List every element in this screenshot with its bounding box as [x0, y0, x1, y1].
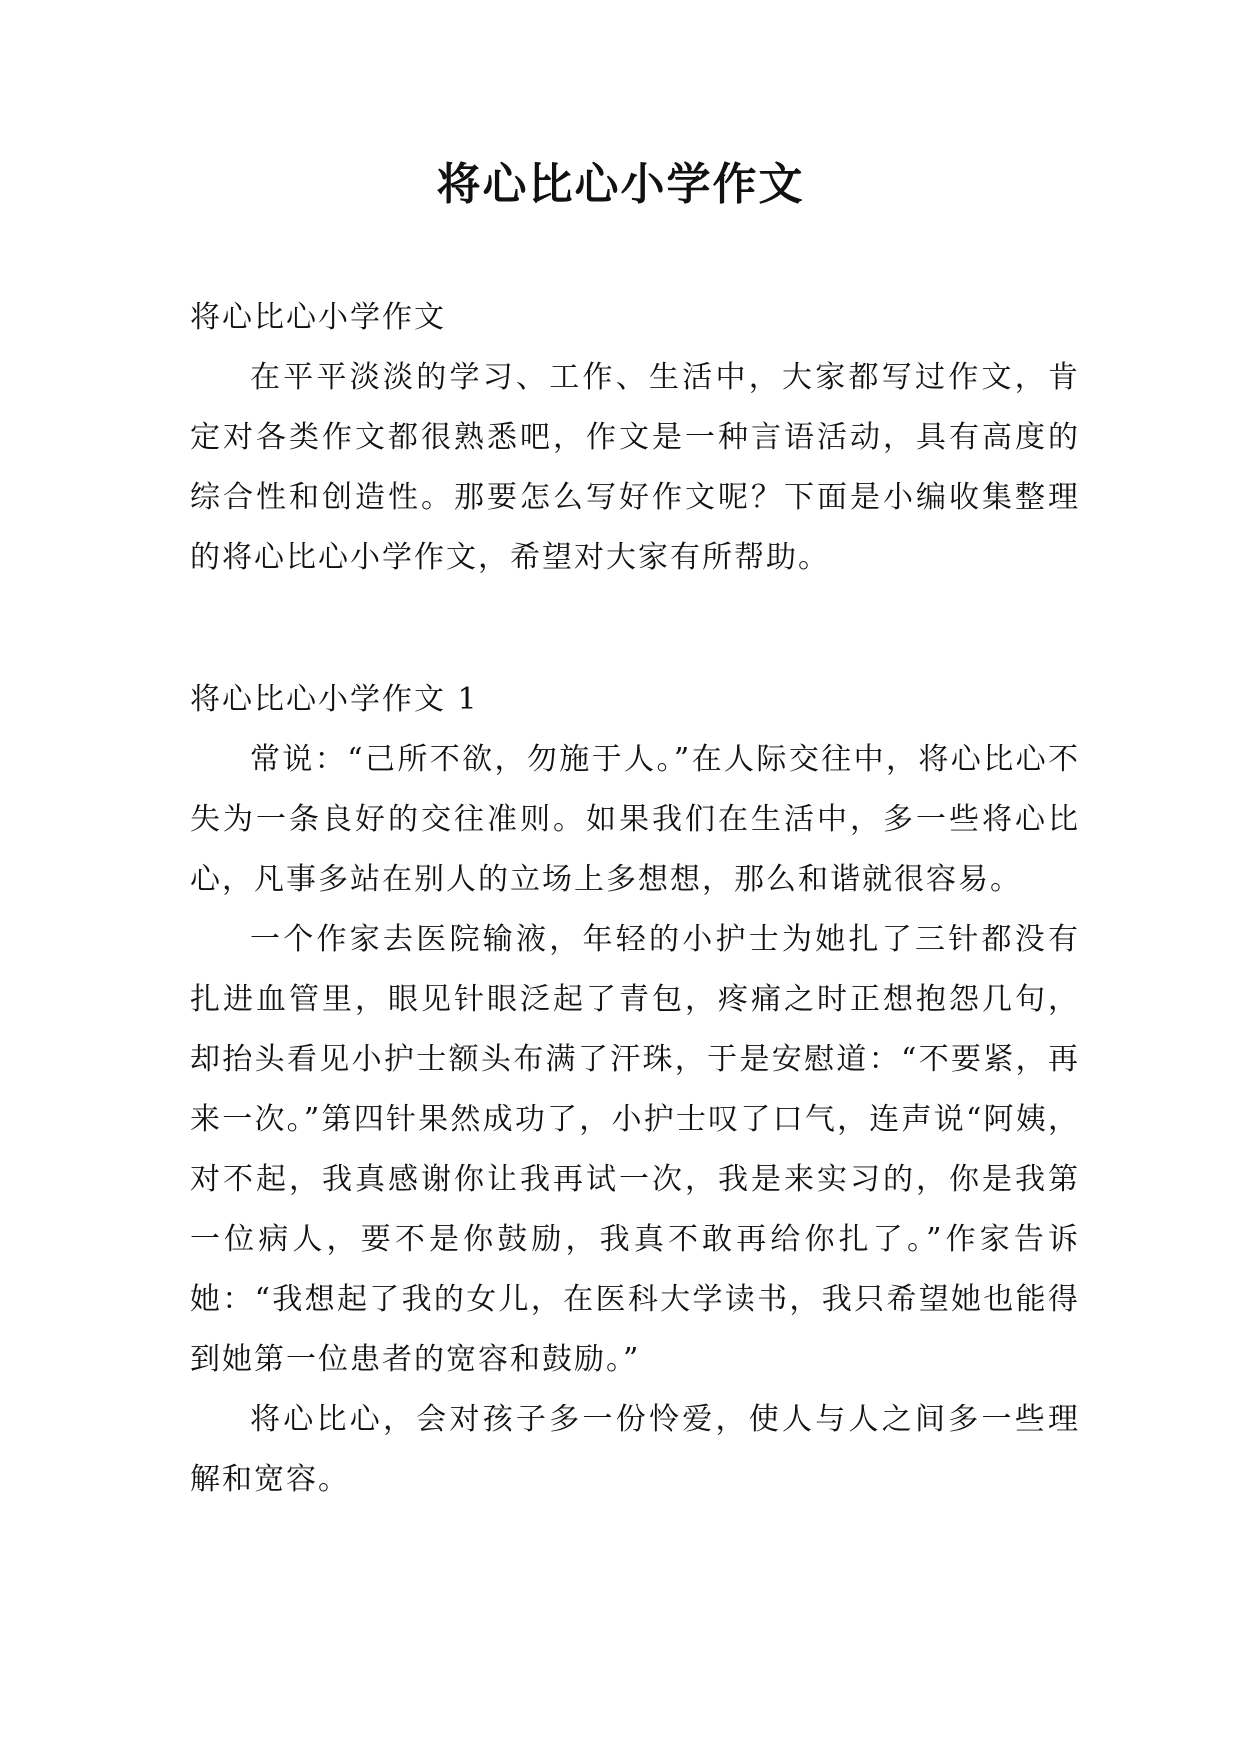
- document-subtitle: 将心比心小学作文: [190, 300, 446, 335]
- intro-paragraph: 在平平淡淡的学习、工作、生活中，大家都写过作文，肯定对各类作文都很熟悉吧，作文是一种言语活动，具有高度的综合性和创造性。那要怎么写好作文呢？下面是小编收集整理的将心比心小学作文，希望对大家有所帮助。: [190, 360, 1080, 575]
- body-paragraph: 一个作家去医院输液，年轻的小护士为她扎了三针都没有扎进血管里，眼见针眼泛起了青包，疼痛之时正想抱怨几句，却抬头看见小护士额头布满了汗珠，于是安慰道：“不要紧，再来一次。”第四针果然成功了，小护士叹了口气，连声说“阿姨，对不起，我真感谢你让我再试一次，我是来实习的，你是我第一位病人，要不是你鼓励，我真不敢再给你扎了。”作家告诉她：“我想起了我的女儿，在医科大学读书，我只希望她也能得到她第一位患者的宽容和鼓励。”: [190, 922, 1080, 1377]
- document-body: [190, 288, 1080, 1510]
- body-paragraph: 常说：“己所不欲，勿施于人。”在人际交往中，将心比心不失为一条良好的交往准则。如果我们在生活中，多一些将心比心，凡事多站在别人的立场上多想想，那么和谐就很容易。: [190, 742, 1080, 897]
- body-paragraph: 将心比心，会对孩子多一份怜爱，使人与人之间多一些理解和宽容。: [190, 1402, 1080, 1497]
- section-heading: 将心比心小学作文 1: [190, 682, 479, 717]
- document-title: 将心比心小学作文: [436, 159, 805, 210]
